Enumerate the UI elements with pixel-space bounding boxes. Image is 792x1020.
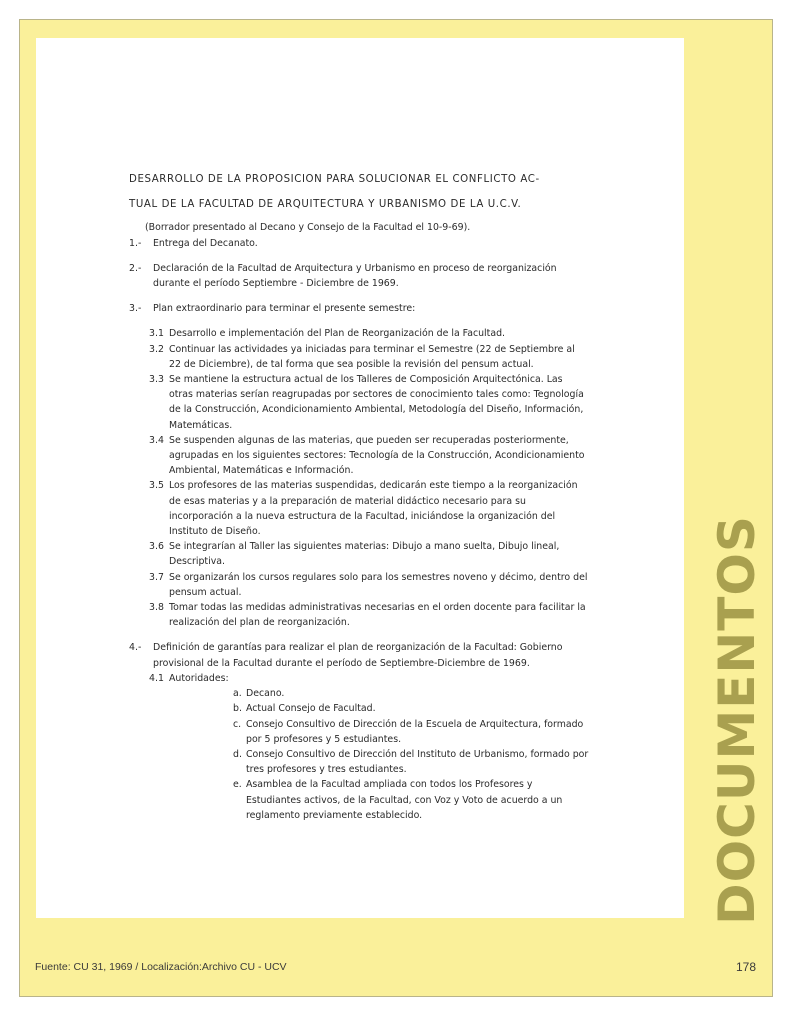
document-text	[129, 172, 589, 823]
sub-item-text: Se integrarían al Taller las siguientes materias: Dibujo a mano suelta, Dibujo lineal, Descriptiva.	[169, 541, 560, 568]
sub-sub-item-text: Consejo Consultivo de Dirección del Instituto de Urbanismo, formado por tres profesores y tres estudiantes.	[246, 748, 589, 776]
list-item	[129, 301, 589, 316]
sub-item-number: 3.3	[149, 374, 164, 386]
document-title-line-1: DESARROLLO DE LA PROPOSICION PARA SOLUCIONAR EL CONFLICTO AC-	[129, 174, 540, 185]
sub-item	[149, 570, 589, 600]
sub-item-text: Se mantiene la estructura actual de los Talleres de Composición Arquitectónica. Las otras materias serían reagrupadas por sectores de conocimiento tales como: Tegnología de la Construcción, Acondicionamiento Ambiental, Metodología del Diseño, Información, Matemáticas.	[169, 374, 584, 431]
item-text: Plan extraordinario para terminar el presente semestre:	[153, 303, 416, 315]
sub-item-text: Se suspenden algunas de las materias, que pueden ser recuperadas posteriormente, agrupadas en los siguientes sectores: Tecnología de la Construcción, Acondicionamiento Ambiental, Matemáticas e Información.	[169, 434, 585, 477]
sub-item-text: Se organizarán los cursos regulares solo para los semestres noveno y décimo, dentro del pensum actual.	[169, 571, 588, 598]
sub-item	[149, 600, 589, 630]
sub-item	[149, 326, 589, 341]
sub-item-text: Los profesores de las materias suspendidas, dedicarán este tiempo a la reorganización de esas materias y a la preparación de material didáctico necesario para su incorporación a la nueva estructura de la Facultad, iniciándose la organización del Instituto de Diseño.	[169, 480, 578, 538]
sub-item	[149, 539, 589, 569]
document-title-line-2: TUAL DE LA FACULTAD DE ARQUITECTURA Y URBANISMO DE LA U.C.V.	[129, 199, 522, 211]
sub-item	[149, 372, 589, 433]
sub-item-text: Desarrollo e implementación del Plan de Reorganización de la Facultad.	[169, 328, 505, 340]
item-number: 4.-	[129, 642, 142, 654]
item-number: 2.-	[129, 262, 142, 274]
document-note: (Borrador presentado al Decano y Consejo de la Facultad el 10-9-69).	[145, 222, 471, 234]
sub-sub-item	[233, 686, 589, 701]
list-item	[129, 640, 589, 670]
sub-item-number: 3.8	[149, 602, 164, 614]
sub-item	[149, 342, 589, 372]
sub-item-number: 3.7	[149, 571, 164, 583]
sub-sub-item-letter: b.	[233, 703, 242, 715]
item-text: Declaración de la Facultad de Arquitectura y Urbanismo en proceso de reorganización durante el período Septiembre - Diciembre de 1969.	[153, 262, 557, 290]
sub-sub-item	[233, 717, 589, 747]
sub-item-text: Autoridades:	[169, 672, 229, 684]
sub-sub-item-text: Decano.	[246, 688, 285, 700]
sub-item-number: 3.5	[149, 480, 164, 492]
sub-item-number: 3.2	[149, 343, 164, 355]
item-text: Definición de garantías para realizar el plan de reorganización de la Facultad: Gobierno provisional de la Facultad durante el período de Septiembre-Diciembre de 1969.	[153, 642, 563, 669]
sub-sub-item	[233, 747, 589, 777]
list-item	[129, 236, 589, 251]
sub-sub-item-letter: e.	[233, 779, 242, 791]
sub-item-number: 3.1	[149, 328, 164, 340]
sub-item	[149, 433, 589, 479]
sub-item-number: 4.1	[149, 672, 164, 684]
sub-sub-item-text: Actual Consejo de Facultad.	[246, 703, 376, 715]
sub-sub-item	[233, 777, 589, 823]
footer-source: Fuente: CU 31, 1969 / Localización:Archivo CU - UCV	[35, 961, 287, 973]
sub-item	[149, 478, 589, 539]
side-title-text: DOCUMENTOS	[708, 515, 766, 925]
sub-sub-item-letter: c.	[233, 718, 242, 730]
page-number: 178	[735, 960, 756, 974]
side-title	[707, 515, 767, 925]
sub-sub-item	[233, 701, 589, 716]
sub-sub-item-text: Asamblea de la Facultad ampliada con todos los Profesores y Estudiantes activos, de la Facultad, con Voz y Voto de acuerdo a un reglamento previamente establecido.	[246, 779, 563, 821]
list-item	[129, 261, 589, 291]
sub-sub-item-letter: a.	[233, 688, 242, 700]
sub-item-number: 3.6	[149, 541, 164, 553]
sub-sub-item-text: Consejo Consultivo de Dirección de la Escuela de Arquitectura, formado por 5 profesores y 5 estudiantes.	[246, 718, 584, 745]
sub-item-text: Continuar las actividades ya iniciadas para terminar el Semestre (22 de Septiembre al 22 de Diciembre), de tal forma que sea posible la revisión del pensum actual.	[169, 343, 575, 370]
item-number: 1.-	[129, 237, 142, 249]
item-number: 3.-	[129, 303, 142, 315]
sub-sub-item-letter: d.	[233, 748, 242, 760]
sub-item-number: 3.4	[149, 434, 164, 446]
sub-item-text: Tomar todas las medidas administrativas necesarias en el orden docente para facilitar la realización del plan de reorganización.	[169, 602, 586, 629]
sub-item	[149, 671, 589, 686]
item-text: Entrega del Decanato.	[153, 237, 258, 249]
